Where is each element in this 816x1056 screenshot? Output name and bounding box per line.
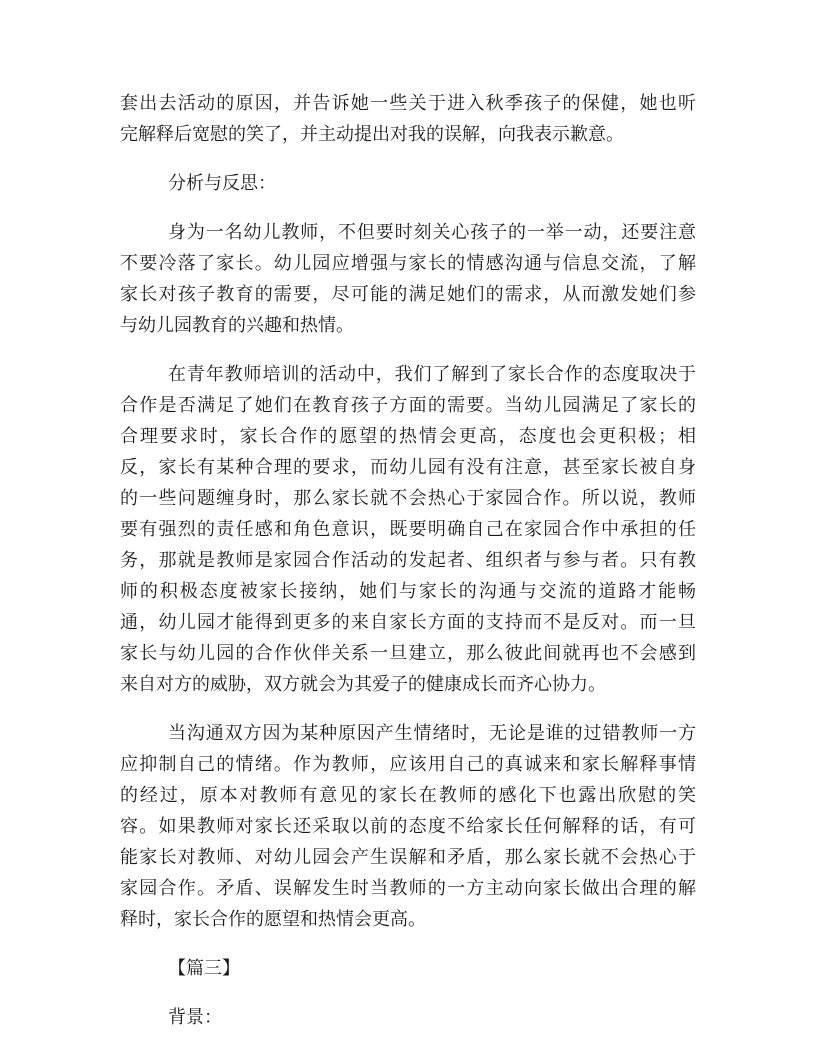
text-line: 务，那就是教师是家园合作活动的发起者、组织者与参与者。只有教 — [120, 550, 696, 571]
section-heading-text: 【篇三】 — [168, 958, 240, 979]
text-line: 应抑制自己的情绪。作为教师，应该用自己的真诚来和家长解释事情 — [120, 754, 696, 775]
text-line: 套出去活动的原因，并告诉她一些关于进入秋季孩子的保健，她也听 — [120, 93, 696, 114]
text-line: 释时，家长合作的愿望和热情会更高。 — [120, 909, 426, 930]
paragraph-3 — [120, 718, 696, 935]
text-line: 家园合作。矛盾、误解发生时当教师的一方主动向家长做出合理的解 — [120, 878, 696, 899]
text-line: 能家长对教师、对幼儿园会产生误解和矛盾，那么家长就不会热心于 — [120, 847, 696, 868]
text-line: 合理要求时，家长合作的愿望的热情会更高，态度也会更积极；相 — [120, 426, 696, 447]
background-heading-text: 背景： — [168, 1007, 222, 1028]
section-heading — [120, 953, 696, 984]
analysis-heading-text: 分析与反思： — [168, 173, 276, 194]
analysis-heading — [120, 168, 696, 199]
paragraph-1 — [120, 217, 696, 341]
text-line: 身为一名幼儿教师，不但要时刻关心孩子的一举一动，还要注意 — [168, 222, 696, 243]
continuation-paragraph — [120, 88, 696, 150]
text-line: 家长对孩子教育的需要，尽可能的满足她们的需求，从而激发她们参 — [120, 284, 696, 305]
text-line: 要有强烈的责任感和角色意识，既要明确自己在家园合作中承担的任 — [120, 519, 696, 540]
text-line: 容。如果教师对家长还采取以前的态度不给家长任何解释的话，有可 — [120, 816, 696, 837]
text-line: 与幼儿园教育的兴趣和热情。 — [120, 315, 354, 336]
text-line: 在青年教师培训的活动中，我们了解到了家长合作的态度取决于 — [168, 364, 696, 385]
document-body — [120, 88, 696, 1033]
text-line: 家长与幼儿园的合作伙伴关系一旦建立，那么彼此间就再也不会感到 — [120, 643, 696, 664]
text-line: 合作是否满足了她们在教育孩子方面的需要。当幼儿园满足了家长的 — [120, 395, 696, 416]
text-line: 不要冷落了家长。幼儿园应增强与家长的情感沟通与信息交流，了解 — [120, 253, 696, 274]
text-line: 当沟通双方因为某种原因产生情绪时，无论是谁的过错教师一方 — [168, 723, 696, 744]
background-heading — [120, 1002, 696, 1033]
text-line: 的经过，原本对教师有意见的家长在教师的感化下也露出欣慰的笑 — [120, 785, 696, 806]
text-line: 反，家长有某种合理的要求，而幼儿园有没有注意，甚至家长被自身 — [120, 457, 696, 478]
text-line: 的一些问题缠身时，那么家长就不会热心于家园合作。所以说，教师 — [120, 488, 696, 509]
paragraph-2 — [120, 359, 696, 700]
text-line: 来自对方的威胁，双方就会为其爱子的健康成长而齐心协力。 — [120, 674, 606, 695]
text-line: 通，幼儿园才能得到更多的来自家长方面的支持而不是反对。而一旦 — [120, 612, 696, 633]
text-line: 师的积极态度被家长接纳，她们与家长的沟通与交流的道路才能畅 — [120, 581, 696, 602]
text-line: 完解释后宽慰的笑了，并主动提出对我的误解，向我表示歉意。 — [120, 124, 624, 145]
